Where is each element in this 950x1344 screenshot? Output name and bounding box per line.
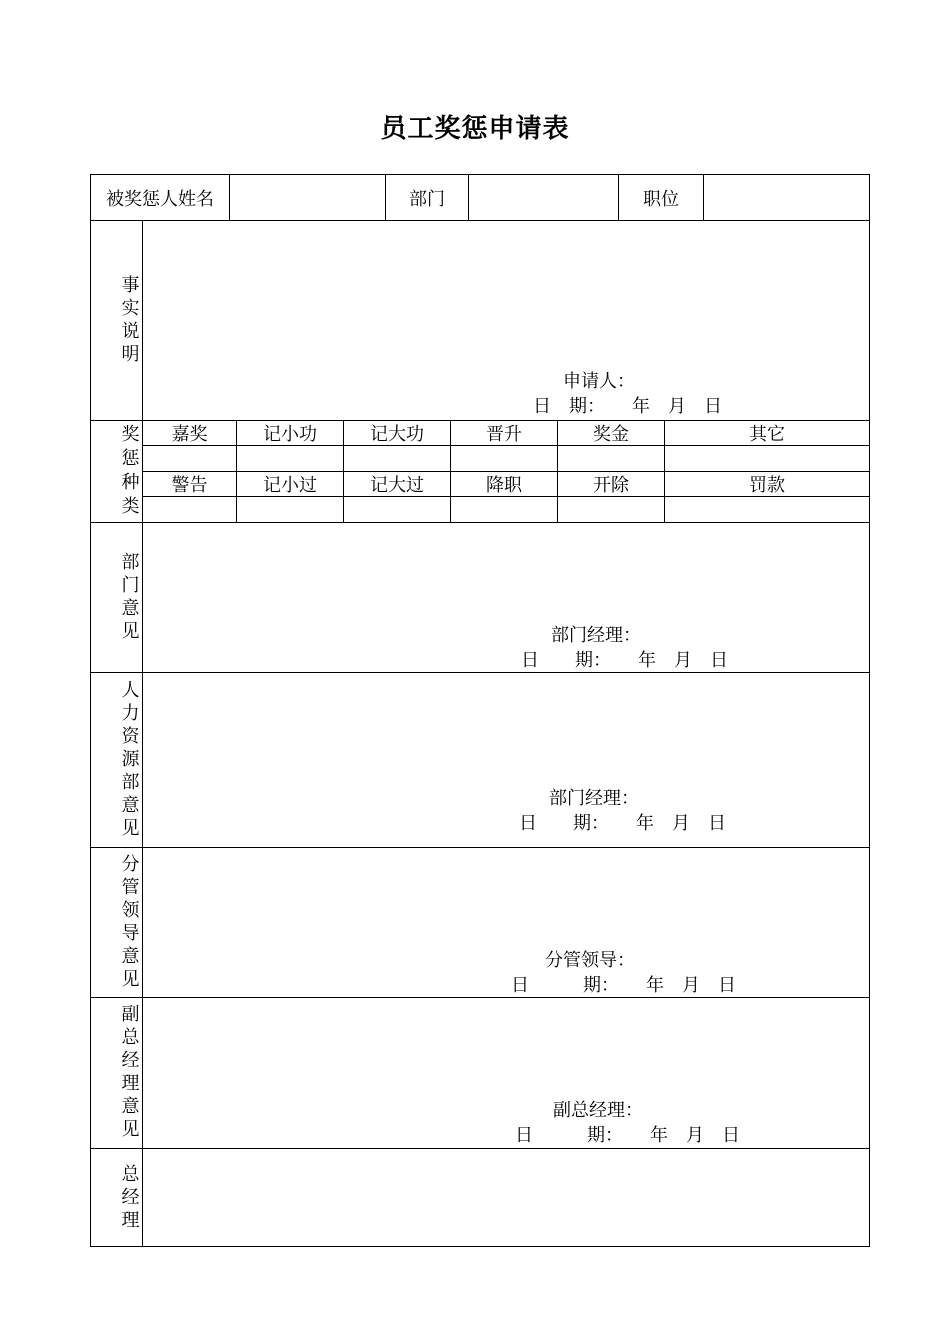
types-label: 奖惩种类 xyxy=(118,423,140,520)
position-field[interactable] xyxy=(704,175,869,220)
facts-date: 日 期： 年 月 日 xyxy=(533,396,722,417)
dept-label-cell xyxy=(386,175,468,220)
reward-type-label: 嘉奖 xyxy=(171,424,208,445)
dept-opinion-label-cell xyxy=(91,523,142,672)
reward-type-label: 记小功 xyxy=(263,424,317,445)
reward-type-cell xyxy=(237,421,343,445)
reward-input-cell[interactable] xyxy=(237,446,343,471)
punishment-type-label: 记大过 xyxy=(370,475,424,496)
punishment-input-cell[interactable] xyxy=(344,497,450,522)
punishment-input-cell[interactable] xyxy=(451,497,557,522)
hr-opinion-date: 日 期： 年 月 日 xyxy=(519,813,726,834)
leader-opinion-label: 分管领导意见 xyxy=(118,853,140,992)
facts-label: 事实说明 xyxy=(118,274,140,367)
punishment-type-label: 警告 xyxy=(171,475,208,496)
leader-opinion-date: 日 期： 年 月 日 xyxy=(511,975,736,996)
reward-input-cell[interactable] xyxy=(344,446,450,471)
punishment-input-cell[interactable] xyxy=(237,497,343,522)
reward-input-cell[interactable] xyxy=(143,446,236,471)
reward-type-label: 晋升 xyxy=(486,424,522,445)
name-field[interactable] xyxy=(230,175,385,220)
dept-opinion-signer: 部门经理： xyxy=(551,625,641,646)
form-title: 员工奖惩申请表 xyxy=(380,114,570,144)
reward-type-cell xyxy=(344,421,450,445)
reward-type-label: 记大功 xyxy=(370,424,424,445)
dept-opinion-textarea[interactable] xyxy=(143,523,869,623)
name-label-cell xyxy=(91,175,229,220)
punishment-type-label: 开除 xyxy=(593,475,629,496)
punishment-type-cell xyxy=(451,472,557,496)
vp-opinion-label-cell xyxy=(91,998,142,1148)
punishment-input-cell[interactable] xyxy=(665,497,869,522)
reward-type-cell xyxy=(143,421,236,445)
reward-input-cell[interactable] xyxy=(451,446,557,471)
form-table xyxy=(90,174,870,1247)
gm-opinion-label: 总经理 xyxy=(118,1163,140,1233)
punishment-type-label: 罚款 xyxy=(749,475,785,496)
facts-label-cell xyxy=(91,221,142,420)
vp-opinion-label: 副总经理意见 xyxy=(118,1004,140,1142)
punishment-input-cell[interactable] xyxy=(143,497,236,522)
position-label-cell xyxy=(619,175,703,220)
name-label: 被奖惩人姓名 xyxy=(106,188,214,210)
reward-type-cell xyxy=(665,421,869,445)
punishment-type-label: 记小过 xyxy=(263,475,317,496)
hr-opinion-label: 人力资源部意见 xyxy=(118,679,140,841)
reward-type-cell xyxy=(451,421,557,445)
hr-opinion-signer: 部门经理： xyxy=(549,788,639,809)
punishment-type-cell xyxy=(237,472,343,496)
vp-opinion-signer: 副总经理： xyxy=(553,1100,643,1121)
dept-field[interactable] xyxy=(469,175,618,220)
position-label: 职位 xyxy=(643,188,679,210)
punishment-input-cell[interactable] xyxy=(558,497,664,522)
reward-type-label: 奖金 xyxy=(593,424,629,445)
dept-label: 部门 xyxy=(409,188,445,210)
facts-textarea[interactable] xyxy=(143,221,869,371)
reward-type-label: 其它 xyxy=(749,424,785,445)
leader-opinion-label-cell xyxy=(91,848,142,997)
hr-opinion-textarea[interactable] xyxy=(143,673,869,788)
leader-opinion-signer: 分管领导： xyxy=(545,950,635,971)
reward-input-cell[interactable] xyxy=(558,446,664,471)
facts-signer: 申请人： xyxy=(563,371,635,392)
leader-opinion-textarea[interactable] xyxy=(143,848,869,948)
punishment-type-cell xyxy=(344,472,450,496)
punishment-type-label: 降职 xyxy=(486,475,522,496)
punishment-type-cell xyxy=(665,472,869,496)
hr-opinion-label-cell xyxy=(91,673,142,847)
gm-opinion-textarea[interactable] xyxy=(143,1149,869,1246)
punishment-type-cell xyxy=(143,472,236,496)
dept-opinion-date: 日 期： 年 月 日 xyxy=(521,650,728,671)
types-label-cell xyxy=(91,421,142,522)
punishment-type-cell xyxy=(558,472,664,496)
vp-opinion-textarea[interactable] xyxy=(143,998,869,1098)
gm-opinion-label-cell xyxy=(91,1149,142,1247)
reward-input-cell[interactable] xyxy=(665,446,869,471)
dept-opinion-label: 部门意见 xyxy=(118,551,140,644)
reward-type-cell xyxy=(558,421,664,445)
vp-opinion-date: 日 期： 年 月 日 xyxy=(515,1125,740,1146)
